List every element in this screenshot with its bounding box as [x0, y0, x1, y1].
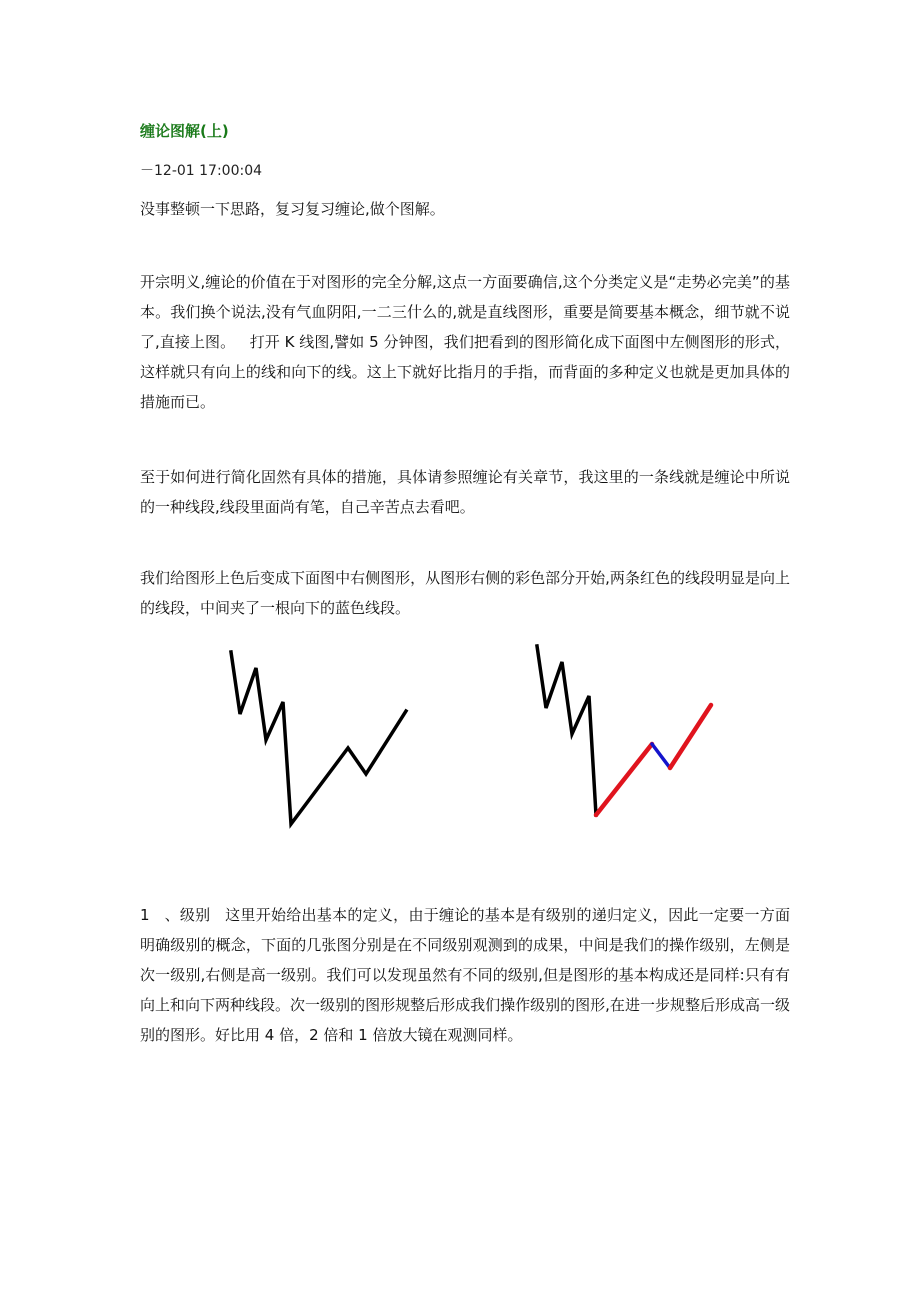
paragraph-coloring: 我们给图形上色后变成下面图中右侧图形，从图形右侧的彩色部分开始,两条红色的线段明显是向上的线段，中间夹了一根向下的蓝色线段。 [140, 569, 790, 617]
article-title: 缠论图解(上) [140, 122, 229, 140]
right-zigzag-black-line [537, 646, 596, 815]
paragraph-simplification: 至于如何进行简化固然有具体的措施，具体请参照缠论有关章节，我这里的一条线就是缠论中所说的一种线段,线段里面尚有笔，自己辛苦点去看吧。 [140, 468, 790, 516]
article-timestamp: －12-01 17:00:04 [140, 163, 263, 179]
paragraph-overview: 开宗明义,缠论的价值在于对图形的完全分解,这点一方面要确信,这个分类定义是“走势必完美”的基本。我们换个说法,没有气血阴阳,一二三什么的,就是直线图形，重要是简要基本概念，细节就不说了,直接上图。ﾠ打开 K 线图,譬如 5 分钟图，我们把看到的图形简化成下面图中左侧图形的形式，这样就只有向上的线和向下的线。这上下就好比指月的手指，而背面的多种定义也就是更加具体的措施而已。 [140, 273, 790, 411]
right-up-segment-1 [596, 744, 652, 815]
paragraph-intro: 没事整顿一下思路，复习复习缠论,做个图解。 [140, 200, 445, 218]
left-zigzag-line [231, 652, 406, 824]
right-down-segment [652, 744, 670, 768]
paragraph-level: 1ﾠ、级别ﾠ这里开始给出基本的定义，由于缠论的基本是有级别的递归定义，因此一定要一方面明确级别的概念，下面的几张图分别是在不同级别观测到的成果，中间是我们的操作级别，左侧是次一级别,右侧是高一级别。我们可以发现虽然有不同的级别,但是图形的基本构成还是同样:只有有向上和向下两种线段。次一级别的图形规整后形成我们操作级别的图形,在进一步规整后形成高一级别的图形。好比用 4 倍，2 倍和 1 倍放大镜在观测同样。 [140, 906, 790, 1044]
right-up-segment-2 [670, 705, 711, 768]
